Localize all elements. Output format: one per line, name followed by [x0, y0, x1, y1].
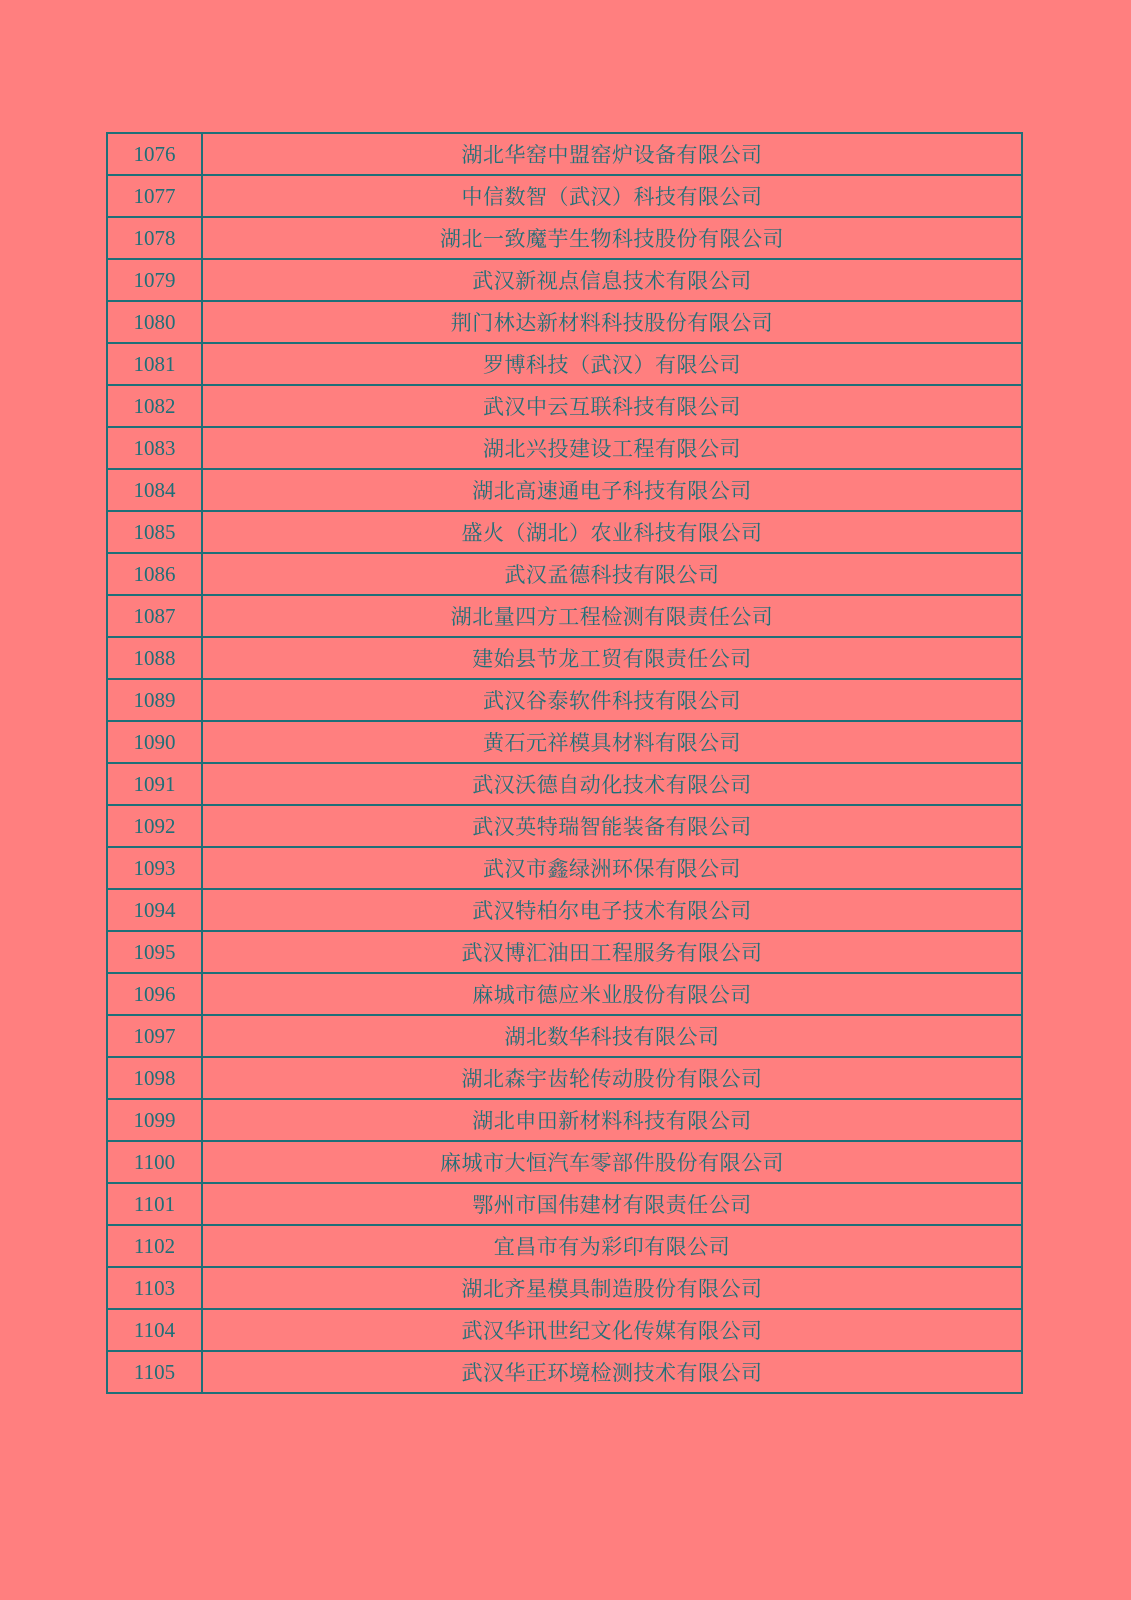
table-row	[107, 847, 1022, 889]
row-number-cell: 1088	[107, 637, 202, 679]
company-name-cell: 鄂州市国伟建材有限责任公司	[202, 1183, 1022, 1225]
company-name-cell: 麻城市德应米业股份有限公司	[202, 973, 1022, 1015]
company-name-cell: 武汉中云互联科技有限公司	[202, 385, 1022, 427]
company-name-cell: 湖北华窑中盟窑炉设备有限公司	[202, 133, 1022, 175]
row-number-cell: 1097	[107, 1015, 202, 1057]
row-number-cell: 1083	[107, 427, 202, 469]
table-row	[107, 553, 1022, 595]
company-name-cell: 罗博科技（武汉）有限公司	[202, 343, 1022, 385]
company-name-cell: 湖北申田新材料科技有限公司	[202, 1099, 1022, 1141]
company-name-cell: 武汉特柏尔电子技术有限公司	[202, 889, 1022, 931]
table-row	[107, 1267, 1022, 1309]
table-row	[107, 1057, 1022, 1099]
company-name-cell: 武汉孟德科技有限公司	[202, 553, 1022, 595]
row-number-cell: 1076	[107, 133, 202, 175]
table-row	[107, 301, 1022, 343]
row-number-cell: 1077	[107, 175, 202, 217]
row-number-cell: 1085	[107, 511, 202, 553]
table-row	[107, 427, 1022, 469]
company-name-cell: 湖北数华科技有限公司	[202, 1015, 1022, 1057]
row-number-cell: 1101	[107, 1183, 202, 1225]
table-row	[107, 133, 1022, 175]
table-row	[107, 1141, 1022, 1183]
row-number-cell: 1104	[107, 1309, 202, 1351]
company-name-cell: 建始县节龙工贸有限责任公司	[202, 637, 1022, 679]
table-row	[107, 259, 1022, 301]
row-number-cell: 1102	[107, 1225, 202, 1267]
table-row	[107, 679, 1022, 721]
row-number-cell: 1080	[107, 301, 202, 343]
company-name-cell: 武汉博汇油田工程服务有限公司	[202, 931, 1022, 973]
company-name-cell: 湖北齐星模具制造股份有限公司	[202, 1267, 1022, 1309]
company-name-cell: 武汉华讯世纪文化传媒有限公司	[202, 1309, 1022, 1351]
company-name-cell: 武汉华正环境检测技术有限公司	[202, 1351, 1022, 1393]
company-name-cell: 武汉新视点信息技术有限公司	[202, 259, 1022, 301]
row-number-cell: 1105	[107, 1351, 202, 1393]
row-number-cell: 1084	[107, 469, 202, 511]
table-row	[107, 595, 1022, 637]
table-row	[107, 1015, 1022, 1057]
row-number-cell: 1091	[107, 763, 202, 805]
row-number-cell: 1103	[107, 1267, 202, 1309]
table-row	[107, 175, 1022, 217]
row-number-cell: 1087	[107, 595, 202, 637]
row-number-cell: 1099	[107, 1099, 202, 1141]
row-number-cell: 1081	[107, 343, 202, 385]
table-row	[107, 511, 1022, 553]
row-number-cell: 1086	[107, 553, 202, 595]
table-row	[107, 1099, 1022, 1141]
company-list-table-wrapper	[106, 132, 1023, 1394]
company-name-cell: 武汉市鑫绿洲环保有限公司	[202, 847, 1022, 889]
table-row	[107, 931, 1022, 973]
row-number-cell: 1098	[107, 1057, 202, 1099]
row-number-cell: 1092	[107, 805, 202, 847]
table-row	[107, 217, 1022, 259]
company-name-cell: 宜昌市有为彩印有限公司	[202, 1225, 1022, 1267]
table-row	[107, 469, 1022, 511]
company-name-cell: 湖北一致魔芋生物科技股份有限公司	[202, 217, 1022, 259]
company-name-cell: 武汉沃德自动化技术有限公司	[202, 763, 1022, 805]
table-row	[107, 721, 1022, 763]
company-name-cell: 湖北森宇齿轮传动股份有限公司	[202, 1057, 1022, 1099]
company-name-cell: 荆门林达新材料科技股份有限公司	[202, 301, 1022, 343]
table-row	[107, 1225, 1022, 1267]
table-row	[107, 1309, 1022, 1351]
table-row	[107, 805, 1022, 847]
row-number-cell: 1078	[107, 217, 202, 259]
table-row	[107, 637, 1022, 679]
company-name-cell: 湖北高速通电子科技有限公司	[202, 469, 1022, 511]
table-row	[107, 889, 1022, 931]
table-row	[107, 973, 1022, 1015]
company-name-cell: 盛火（湖北）农业科技有限公司	[202, 511, 1022, 553]
row-number-cell: 1094	[107, 889, 202, 931]
company-name-cell: 湖北量四方工程检测有限责任公司	[202, 595, 1022, 637]
company-name-cell: 湖北兴投建设工程有限公司	[202, 427, 1022, 469]
row-number-cell: 1079	[107, 259, 202, 301]
row-number-cell: 1093	[107, 847, 202, 889]
row-number-cell: 1090	[107, 721, 202, 763]
table-row	[107, 1351, 1022, 1393]
table-row	[107, 763, 1022, 805]
row-number-cell: 1082	[107, 385, 202, 427]
company-name-cell: 武汉谷泰软件科技有限公司	[202, 679, 1022, 721]
row-number-cell: 1089	[107, 679, 202, 721]
table-row	[107, 343, 1022, 385]
table-row	[107, 385, 1022, 427]
company-list-table	[106, 132, 1023, 1394]
company-name-cell: 黄石元祥模具材料有限公司	[202, 721, 1022, 763]
company-list-body	[107, 133, 1022, 1393]
row-number-cell: 1096	[107, 973, 202, 1015]
row-number-cell: 1100	[107, 1141, 202, 1183]
row-number-cell: 1095	[107, 931, 202, 973]
company-name-cell: 武汉英特瑞智能装备有限公司	[202, 805, 1022, 847]
table-row	[107, 1183, 1022, 1225]
company-name-cell: 麻城市大恒汽车零部件股份有限公司	[202, 1141, 1022, 1183]
company-name-cell: 中信数智（武汉）科技有限公司	[202, 175, 1022, 217]
